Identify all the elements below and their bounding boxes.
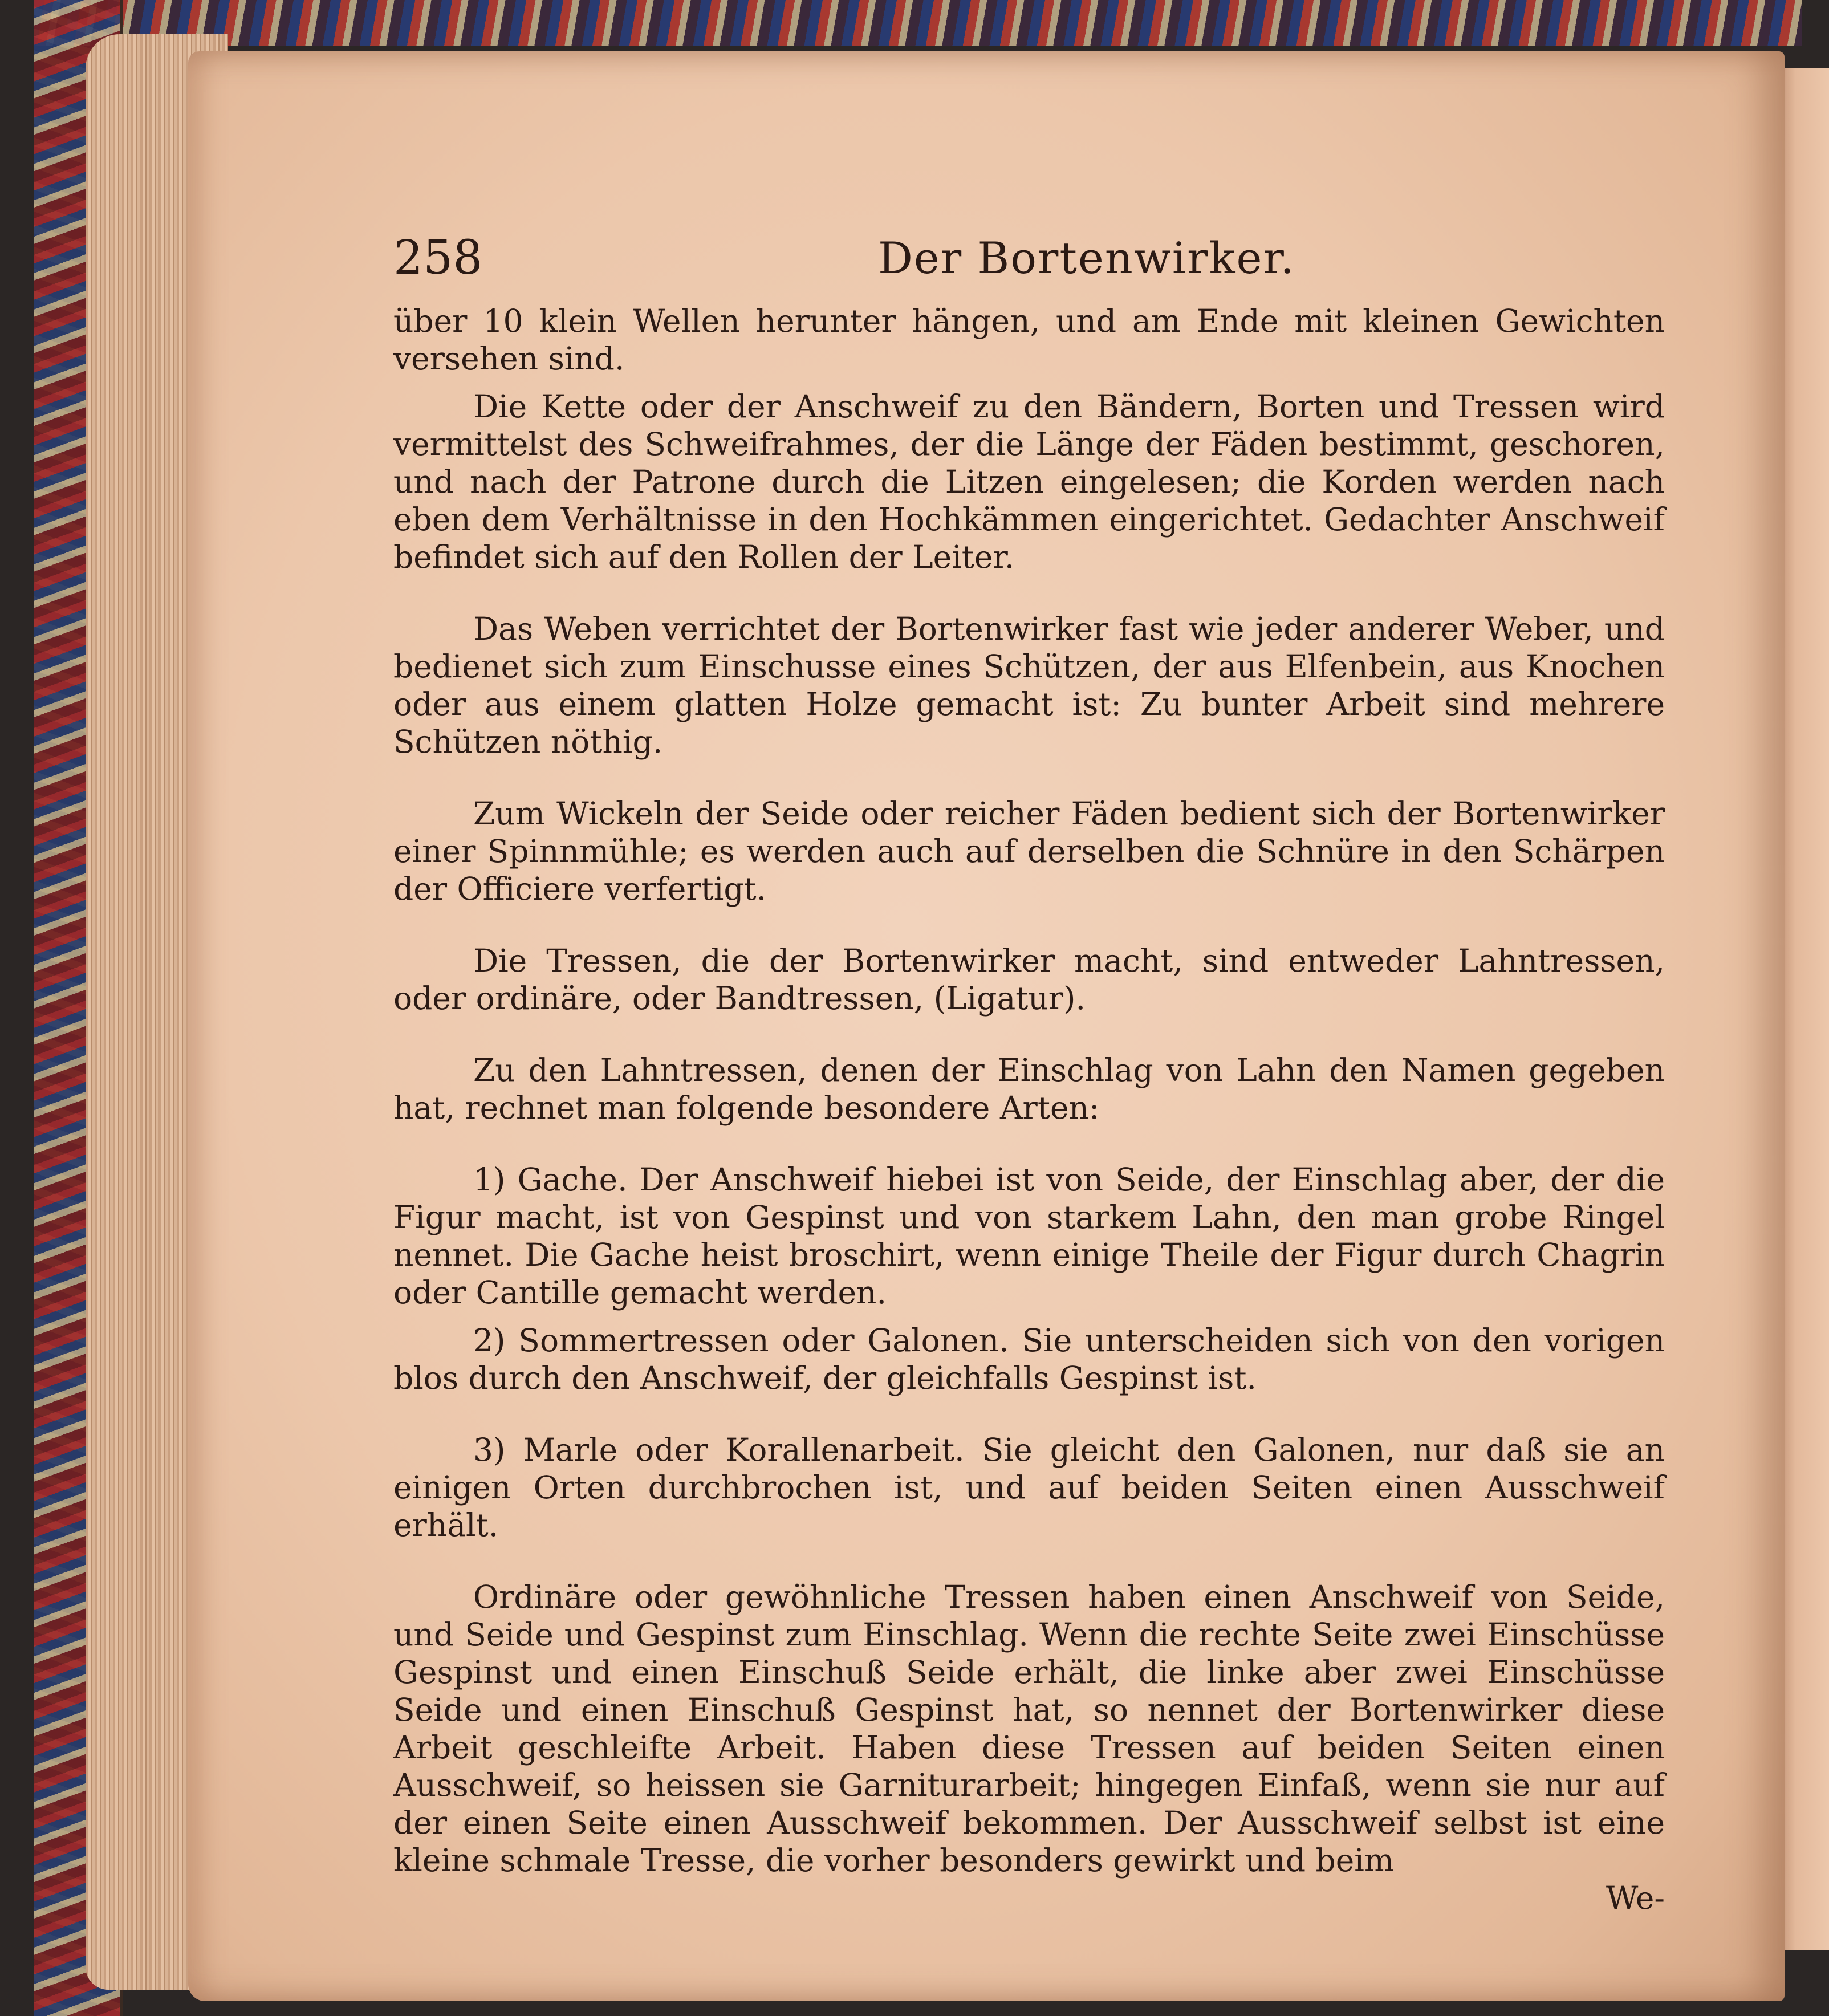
catchword: We- bbox=[1606, 1880, 1665, 1916]
paragraph-6: Zu den Lahntressen, denen der Einschlag von Lahn den Namen gegeben hat, rechnet man folgende besondere Arten: bbox=[393, 1052, 1665, 1126]
page-text-block bbox=[393, 231, 1665, 1917]
paragraph-7: Ordinäre oder gewöhnliche Tressen haben einen Anschweif von Seide, und Seide und Gespinst zum Einschlag. Wenn die rechte Seite zwei Einschüsse Gespinst und einen Einschuß Seide erhält, die linke aber zwei Einschüsse Seide und einen Einschuß Gespinst hat, so nennet der Bortenwirker diese Arbeit geschleifte Arbeit. Haben diese Tressen auf beiden Seiten einen Ausschweif, so heissen sie Garniturarbeit; hingegen Einfaß, wenn sie nur auf der einen Seite einen Ausschweif bekommen. Der Ausschweif selbst ist eine kleine schmale Tresse, die vorher besonders gewirkt und beim bbox=[393, 1579, 1665, 1879]
list-item-3: 3) Marle oder Korallenarbeit. Sie gleicht den Galonen, nur daß sie an einigen Orten durchbrochen ist, und auf beiden Seiten einen Ausschweif erhält. bbox=[393, 1432, 1665, 1543]
page-number: 258 bbox=[393, 231, 483, 285]
paragraph-5: Die Tressen, die der Bortenwirker macht, sind entweder Lahntressen, oder ordinäre, oder Bandtressen, (Ligatur). bbox=[393, 942, 1665, 1017]
paragraph-1: über 10 klein Wellen herunter hängen, und am Ende mit kleinen Gewichten versehen sind. bbox=[393, 303, 1665, 377]
paragraph-4: Zum Wickeln der Seide oder reicher Fäden bedient sich der Bortenwirker einer Spinnmühle; es werden auch auf derselben die Schnüre in den Schärpen der Officiere verfertigt. bbox=[393, 795, 1665, 907]
list-item-2: 2) Sommertressen oder Galonen. Sie unterscheiden sich von den vorigen blos durch den Anschweif, der gleichfalls Gespinst ist. bbox=[393, 1322, 1665, 1396]
paragraph-3: Das Weben verrichtet der Bortenwirker fast wie jeder anderer Weber, und bedienet sich zum Einschusse eines Schützen, der aus Elfenbein, aus Knochen oder aus einem glatten Holze gemacht ist: Zu bunter Arbeit sind mehrere Schützen nöthig. bbox=[393, 611, 1665, 760]
paragraph-2: Die Kette oder der Anschweif zu den Bändern, Borten und Tressen wird vermittelst des Schweifrahmes, der die Länge der Fäden bestimmt, geschoren, und nach der Patrone durch die Litzen eingelesen; die Korden werden nach eben dem Verhältnisse in den Hochkämmen eingerichtet. Gedachter Anschweif befindet sich auf den Rollen der Leiter. bbox=[393, 388, 1665, 575]
list-item-1: 1) Gache. Der Anschweif hiebei ist von Seide, der Einschlag aber, der die Figur macht, ist von Gespinst und von starkem Lahn, den man grobe Ringel nennet. Die Gache heist broschirt, wenn einige Theile der Figur durch Chagrin oder Cantille gemacht werden. bbox=[393, 1161, 1665, 1311]
running-title: Der Bortenwirker. bbox=[878, 233, 1295, 283]
marbled-cover-top bbox=[34, 0, 1802, 46]
running-head bbox=[393, 231, 1665, 302]
